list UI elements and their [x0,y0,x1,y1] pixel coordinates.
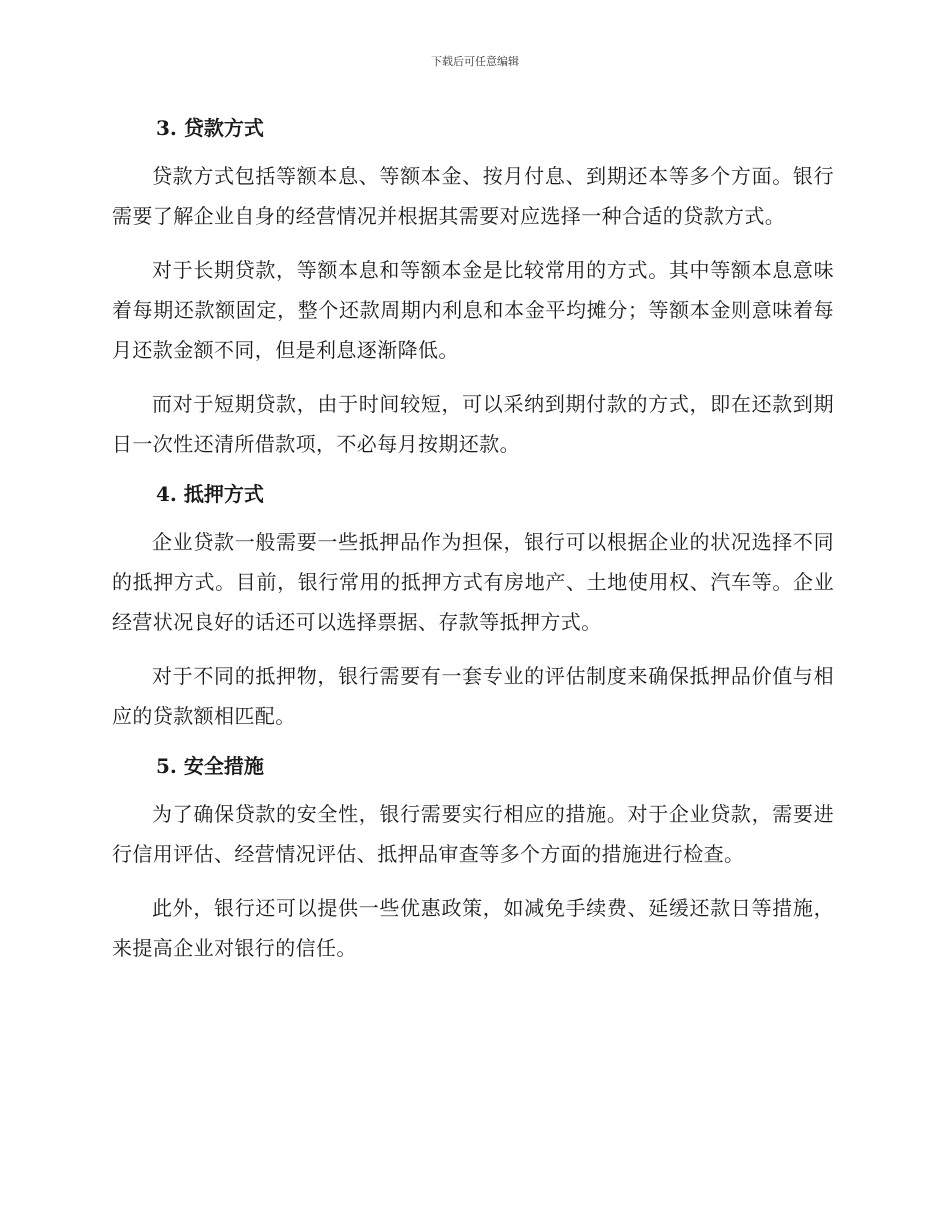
paragraph: 而对于短期贷款，由于时间较短，可以采纳到期付款的方式，即在还款到期日一次性还清所借款项，不必每月按期还款。 [112,392,834,456]
page-header-note: 下载后可任意编辑 [431,55,519,68]
paragraph: 对于长期贷款，等额本息和等额本金是比较常用的方式。其中等额本息意味着每期还款额固定，整个还款周期内利息和本金平均摊分；等额本金则意味着每月还款金额不同，但是利息逐渐降低。 [112,258,834,362]
paragraph: 此外，银行还可以提供一些优惠政策，如减免手续费、延缓还款日等措施，来提高企业对银行的信任。 [112,896,834,960]
paragraph: 对于不同的抵押物，银行需要有一套专业的评估制度来确保抵押品价值与相应的贷款额相匹配。 [112,664,834,728]
section-heading-security-measures: 5. 安全措施 [156,754,264,778]
paragraph: 贷款方式包括等额本息、等额本金、按月付息、到期还本等多个方面。银行需要了解企业自身的经营情况并根据其需要对应选择一种合适的贷款方式。 [112,164,834,228]
paragraph: 企业贷款一般需要一些抵押品作为担保，银行可以根据企业的状况选择不同的抵押方式。目前，银行常用的抵押方式有房地产、土地使用权、汽车等。企业经营状况良好的话还可以选择票据、存款等抵押方式。 [112,530,834,634]
paragraph: 为了确保贷款的安全性，银行需要实行相应的措施。对于企业贷款，需要进行信用评估、经营情况评估、抵押品审查等多个方面的措施进行检查。 [112,802,834,866]
document-body [112,110,834,968]
section-heading-loan-method: 3. 贷款方式 [156,116,264,140]
section-heading-collateral-method: 4. 抵押方式 [156,482,264,506]
